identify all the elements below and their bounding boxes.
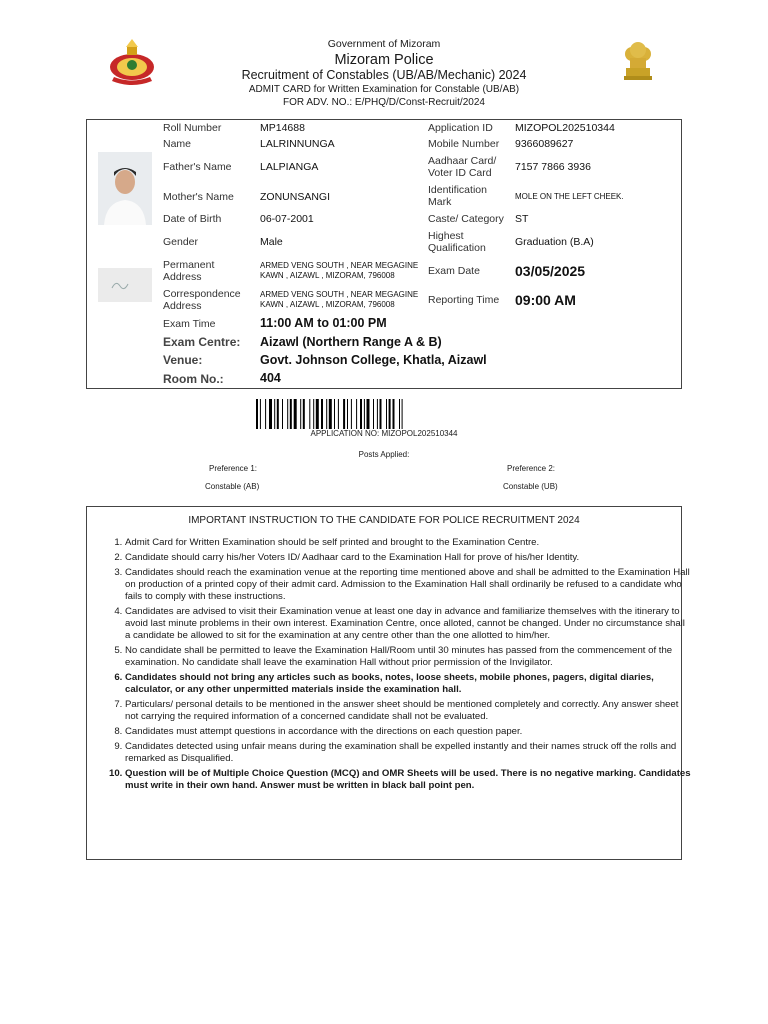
correspondence-address-value: ARMED VENG SOUTH , NEAR MEGAGINE KAWN , AIZAWL , MIZORAM, 796008 [260,290,419,309]
application-id-value: MIZOPOL202510344 [515,122,615,134]
instruction-item: 9. Candidates detected using unfair means during the examination shall be expelled instantly and their names struck off the rolls and remarked as Disqualified. [125,741,691,765]
preference-1-label: Preference 1: [209,464,258,473]
exam-time-value: 11:00 AM to 01:00 PM [260,316,387,330]
recruitment-title: Recruitment of Constables (UB/AB/Mechanic) 2024 [241,68,527,82]
instruction-item: 5. No candidate shall be permitted to leave the Examination Hall/Room until 30 minutes has passed from the commencement of the examination. No candidate shall leave the examination Hall without prior permission of the Invigilator. [125,645,691,669]
roll-number-label: Roll Number [163,122,222,134]
venue-label: Venue: [163,353,203,367]
permanent-address-value: ARMED VENG SOUTH , NEAR MEGAGINE KAWN , AIZAWL , MIZORAM, 796008 [260,261,419,280]
instruction-item: 1. Admit Card for Written Examination should be self printed and brought to the Examination Centre. [125,537,691,549]
instruction-item: 8. Candidates must attempt questions in accordance with the directions on each question paper. [125,726,691,738]
instructions-box [86,506,691,860]
instruction-item: 6. Candidates should not bring any articles such as books, notes, loose sheets, mobile phones, pagers, digital diaries, calculator, or any other unpermitted materials inside the examination hall. [125,672,691,696]
permanent-address-label: Permanent Address [163,259,215,283]
roll-number-value: MP14688 [260,122,305,134]
preference-2-label: Preference 2: [507,464,556,473]
room-number-label: Room No.: [163,372,224,386]
aadhaar-label: Aadhaar Card/ Voter ID Card [428,155,497,179]
venue-value: Govt. Johnson College, Khatla, Aizawl [260,353,487,367]
mother-name-value: ZONUNSANGI [260,191,331,203]
name-label: Name [163,138,192,150]
signature-icon [98,268,152,302]
candidate-photo [98,152,152,225]
reporting-time-label: Reporting Time [428,294,500,306]
father-name-label: Father's Name [163,161,232,173]
barcode [256,399,512,429]
caste-category-value: ST [515,213,529,225]
correspondence-address-label: Correspondence Address [163,288,241,312]
gender-value: Male [260,236,283,248]
qualification-value: Graduation (B.A) [515,236,594,248]
posts-applied-title: Posts Applied: [358,450,410,459]
exam-centre-value: Aizawl (Northern Range A & B) [260,335,442,349]
exam-centre-label: Exam Centre: [163,335,241,349]
identification-mark-label: Identification Mark [428,184,487,208]
dob-label: Date of Birth [163,213,222,225]
advertisement-number: FOR ADV. NO.: E/PHQ/D/Const-Recruit/2024 [283,97,485,108]
aadhaar-value: 7157 7866 3936 [515,161,591,173]
name-value: LALRINNUNGA [260,138,335,150]
exam-date-value: 03/05/2025 [515,263,586,279]
government-name: Government of Mizoram [327,38,441,50]
caste-category-label: Caste/ Category [428,213,504,225]
instructions-list [111,537,691,795]
instruction-item: 3. Candidates should reach the examination venue at the reporting time mentioned above and shall be admitted to the Examination Hall on production of a printed copy of their admit card. Admission to the Examination Hall shall ordinarily be refused to a candidate who fails to comply with these instructions. [125,567,691,603]
mobile-number-label: Mobile Number [428,138,500,150]
exam-date-label: Exam Date [428,265,480,277]
candidate-signature [98,268,152,302]
instruction-item: 4. Candidates are advised to visit their Examination venue at least one day in advance and familiarize themselves with the itinerary to avoid last minute problems in their own interest. Examination Centre, once alloted, cannot be changed. Under no circumstance shall a candidate be allowed to sit for the examination at any centre other than the one allotted to him/her. [125,606,691,642]
barcode-caption: APPLICATION NO: MIZOPOL202510344 [310,429,458,438]
instruction-item: 2. Candidate should carry his/her Voters ID/ Aadhaar card to the Examination Hall for prove of his/her Identity. [125,552,691,564]
father-name-value: LALPIANGA [260,161,319,173]
preference-1-value: Constable (AB) [205,482,260,491]
instruction-item: 10. Question will be of Multiple Choice Question (MCQ) and OMR Sheets will be used. There is no negative marking. Candidates must write in their own hand. Answer must be written in black ball point pen. [125,768,691,792]
mother-name-label: Mother's Name [163,191,234,203]
dob-value: 06-07-2001 [260,213,314,225]
identification-mark-value: MOLE ON THE LEFT CHEEK. [515,192,624,201]
reporting-time-value: 09:00 AM [515,292,576,308]
organization-title: Mizoram Police [334,52,434,68]
admit-card-title: ADMIT CARD for Written Examination for Constable (UB/AB) [248,84,520,95]
instruction-item: 7. Particulars/ personal details to be mentioned in the answer sheet should be mentioned completely and correctly. Any answer sheet not carrying the required information of a concerned candidate shall not be evaluated. [125,699,691,723]
exam-time-label: Exam Time [163,318,216,330]
preference-2-value: Constable (UB) [503,482,558,491]
mobile-number-value: 9366089627 [515,138,574,150]
room-number-value: 404 [260,371,281,385]
qualification-label: Highest Qualification [428,230,486,254]
application-id-label: Application ID [428,122,493,134]
instructions-title: IMPORTANT INSTRUCTION TO THE CANDIDATE FOR POLICE RECRUITMENT 2024 [188,515,580,526]
person-icon [98,152,152,225]
gender-label: Gender [163,236,199,248]
